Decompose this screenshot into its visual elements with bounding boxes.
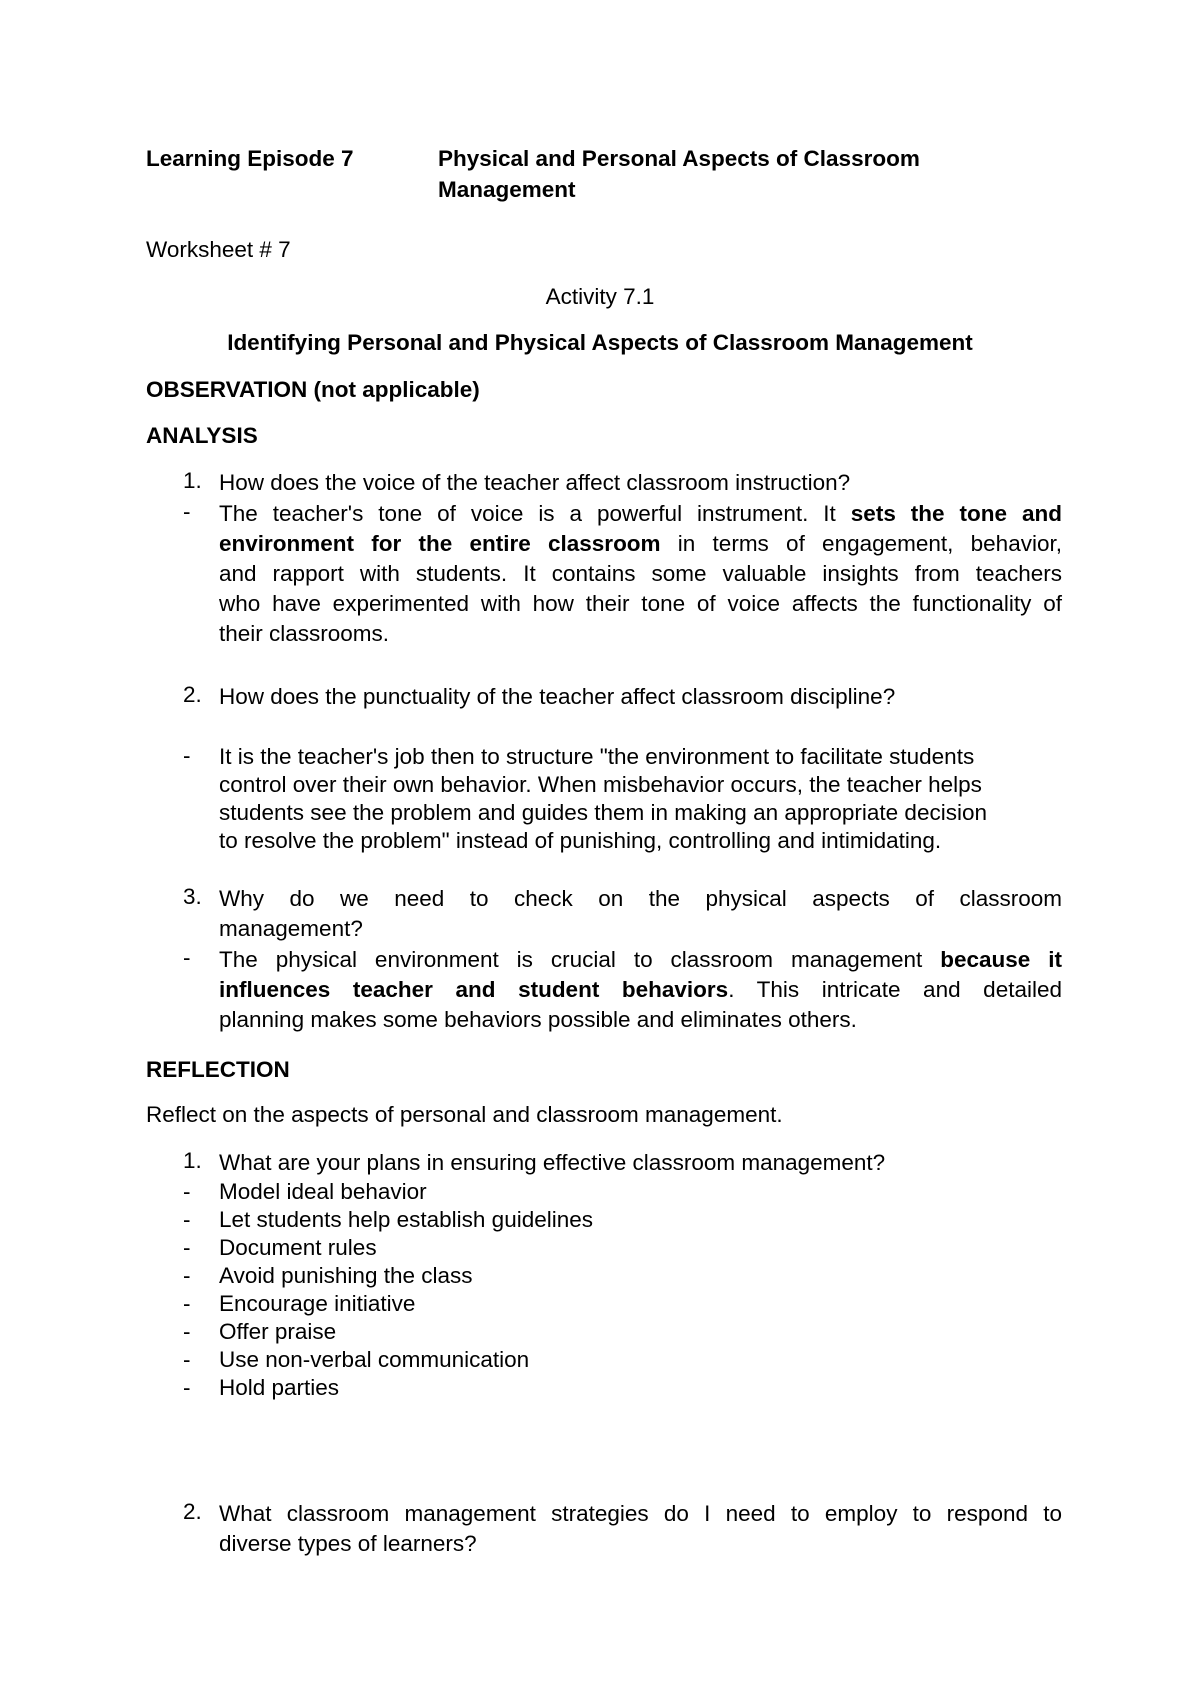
list-item: - Encourage initiative bbox=[183, 1291, 416, 1316]
analysis-q3-question: Why do we need to check on the physical aspects of classroom management? bbox=[219, 886, 1062, 941]
episode-label: Learning Episode 7 bbox=[146, 146, 354, 171]
analysis-q3-answer bbox=[219, 945, 1062, 1035]
observation-heading: OBSERVATION (not applicable) bbox=[146, 377, 480, 402]
answer-line: who have experimented with how their tone of voice affects the functionality of bbox=[219, 591, 1062, 616]
analysis-q1-number: 1. bbox=[183, 468, 202, 493]
analysis-q3-bullet: - bbox=[183, 945, 191, 970]
analysis-heading: ANALYSIS bbox=[146, 423, 258, 448]
worksheet-label: Worksheet # 7 bbox=[146, 237, 291, 262]
list-item: - Hold parties bbox=[183, 1375, 340, 1400]
reflection-q2-question: What classroom management strategies do I need to employ to respond to diverse types of learners? bbox=[219, 1501, 1062, 1556]
list-item: - Document rules bbox=[183, 1235, 377, 1260]
list-item: - Use non-verbal communication bbox=[183, 1347, 530, 1372]
reflection-q1-list bbox=[183, 1178, 1063, 1402]
analysis-q1-bullet: - bbox=[183, 499, 191, 524]
episode-title-line1: Physical and Personal Aspects of Classroom bbox=[438, 146, 920, 171]
answer-line: and rapport with students. It contains some valuable insights from teachers bbox=[219, 561, 1062, 586]
answer-line: It is the teacher's job then to structure "the environment to facilitate students bbox=[219, 744, 975, 769]
episode-title-line2: Management bbox=[438, 177, 576, 202]
answer-line: The physical environment is crucial to classroom management because it bbox=[219, 947, 1062, 972]
analysis-q2-bullet: - bbox=[183, 743, 191, 768]
activity-title: Identifying Personal and Physical Aspects of Classroom Management bbox=[227, 330, 973, 355]
list-item: - Avoid punishing the class bbox=[183, 1263, 473, 1288]
reflection-q1-question: What are your plans in ensuring effective classroom management? bbox=[219, 1150, 886, 1175]
answer-line: environment for the entire classroom in terms of engagement, behavior, bbox=[219, 531, 1062, 556]
activity-number: Activity 7.1 bbox=[545, 284, 655, 309]
reflection-q2-number: 2. bbox=[183, 1499, 202, 1524]
analysis-q1-answer bbox=[219, 499, 1062, 649]
answer-line: planning makes some behaviors possible and eliminates others. bbox=[219, 1007, 857, 1032]
list-item: - Model ideal behavior bbox=[183, 1179, 427, 1204]
reflection-q1-number: 1. bbox=[183, 1148, 202, 1173]
reflection-prompt: Reflect on the aspects of personal and classroom management. bbox=[146, 1102, 783, 1127]
answer-line: to resolve the problem" instead of punishing, controlling and intimidating. bbox=[219, 828, 942, 853]
answer-line: students see the problem and guides them in making an appropriate decision bbox=[219, 800, 987, 825]
analysis-q3-number: 3. bbox=[183, 884, 202, 909]
analysis-q1-question: How does the voice of the teacher affect classroom instruction? bbox=[219, 470, 851, 495]
analysis-q2-number: 2. bbox=[183, 682, 202, 707]
list-item: - Offer praise bbox=[183, 1319, 337, 1344]
answer-line: influences teacher and student behaviors. This intricate and detailed bbox=[219, 977, 1062, 1002]
reflection-heading: REFLECTION bbox=[146, 1057, 290, 1082]
analysis-q2-question: How does the punctuality of the teacher affect classroom discipline? bbox=[219, 684, 896, 709]
answer-line: The teacher's tone of voice is a powerful instrument. It sets the tone and bbox=[219, 501, 1062, 526]
answer-line: control over their own behavior. When misbehavior occurs, the teacher helps bbox=[219, 772, 982, 797]
list-item: - Let students help establish guidelines bbox=[183, 1207, 594, 1232]
analysis-q2-answer bbox=[219, 743, 1062, 855]
answer-line: their classrooms. bbox=[219, 621, 390, 646]
